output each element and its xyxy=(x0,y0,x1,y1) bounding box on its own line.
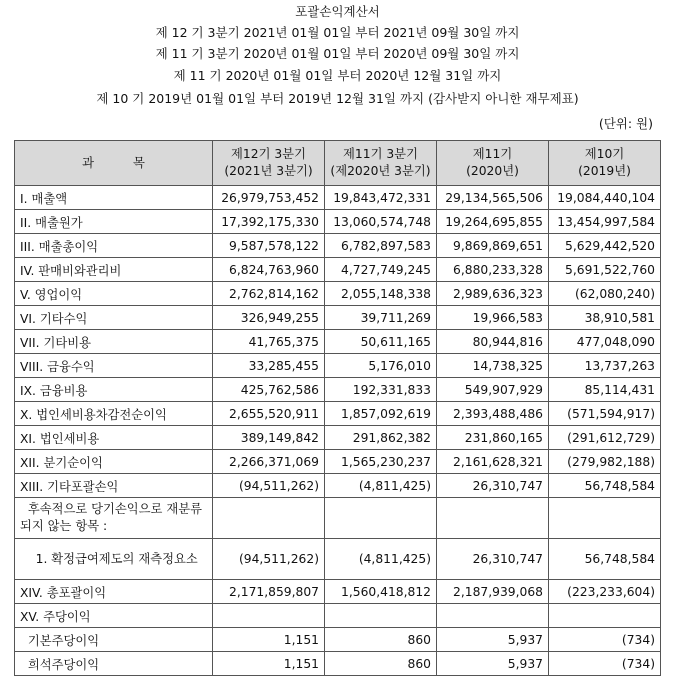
row-value: 26,310,747 xyxy=(437,539,549,580)
row-value: 192,331,833 xyxy=(325,378,437,402)
row-value: 425,762,586 xyxy=(213,378,325,402)
row-label: IV. 판매비와관리비 xyxy=(15,258,213,282)
row-value: 85,114,431 xyxy=(549,378,661,402)
row-value: 1,560,418,812 xyxy=(325,580,437,604)
row-label: IX. 금융비용 xyxy=(15,378,213,402)
row-label: XIII. 기타포괄손익 xyxy=(15,474,213,498)
row-value: (279,982,188) xyxy=(549,450,661,474)
column-header-account: 과 목 xyxy=(15,141,213,186)
row-value: (4,811,425) xyxy=(325,474,437,498)
row-label: 1. 확정급여제도의 재측정요소 xyxy=(15,539,213,580)
row-value: (94,511,262) xyxy=(213,474,325,498)
row-value: 6,782,897,583 xyxy=(325,234,437,258)
row-value: 5,176,010 xyxy=(325,354,437,378)
row-value xyxy=(213,498,325,539)
table-row xyxy=(15,258,661,282)
table-row xyxy=(15,426,661,450)
row-value: 2,989,636,323 xyxy=(437,282,549,306)
row-value: 2,393,488,486 xyxy=(437,402,549,426)
row-value: 4,727,749,245 xyxy=(325,258,437,282)
statement-title: 포괄손익계산서 xyxy=(295,4,380,19)
row-value: 6,824,763,960 xyxy=(213,258,325,282)
row-value: 14,738,325 xyxy=(437,354,549,378)
row-value: 41,765,375 xyxy=(213,330,325,354)
row-value: 860 xyxy=(325,652,437,676)
row-value: 13,454,997,584 xyxy=(549,210,661,234)
row-label: XIV. 총포괄이익 xyxy=(15,580,213,604)
period-line: 제 10 기 2019년 01월 01일 부터 2019년 12월 31일 까지 (감사받지 아니한 재무제표) xyxy=(96,91,579,106)
row-value: 17,392,175,330 xyxy=(213,210,325,234)
row-value: 19,084,440,104 xyxy=(549,186,661,210)
table-row xyxy=(15,474,661,498)
table-row xyxy=(15,234,661,258)
income-statement-table xyxy=(14,140,661,676)
row-value: 477,048,090 xyxy=(549,330,661,354)
row-value: 19,264,695,855 xyxy=(437,210,549,234)
row-value: 2,171,859,807 xyxy=(213,580,325,604)
row-value xyxy=(549,604,661,628)
row-value: 2,161,628,321 xyxy=(437,450,549,474)
row-value: (94,511,262) xyxy=(213,539,325,580)
row-value: 2,266,371,069 xyxy=(213,450,325,474)
row-label: X. 법인세비용차감전순이익 xyxy=(15,402,213,426)
period-line: 제 12 기 3분기 2021년 01월 01일 부터 2021년 09월 30일 까지 xyxy=(155,25,520,40)
row-value: 9,587,578,122 xyxy=(213,234,325,258)
row-value: 860 xyxy=(325,628,437,652)
table-row xyxy=(15,306,661,330)
row-value: 80,944,816 xyxy=(437,330,549,354)
column-header: 제10기 (2019년) xyxy=(549,141,661,186)
row-label: 후속적으로 당기손익으로 재분류되지 않는 항목 : xyxy=(15,498,213,539)
row-value: 5,937 xyxy=(437,652,549,676)
table-row xyxy=(15,652,661,676)
table-row xyxy=(15,539,661,580)
column-header: 제11기 3분기 (제2020년 3분기) xyxy=(325,141,437,186)
table-row xyxy=(15,210,661,234)
row-value xyxy=(213,604,325,628)
row-label: I. 매출액 xyxy=(15,186,213,210)
row-value: 5,629,442,520 xyxy=(549,234,661,258)
row-value: 50,611,165 xyxy=(325,330,437,354)
row-value xyxy=(549,498,661,539)
row-label: XI. 법인세비용 xyxy=(15,426,213,450)
row-value: 19,966,583 xyxy=(437,306,549,330)
row-value: 549,907,929 xyxy=(437,378,549,402)
table-header-row xyxy=(15,141,661,186)
row-value xyxy=(437,604,549,628)
row-label: III. 매출총이익 xyxy=(15,234,213,258)
row-value: 13,737,263 xyxy=(549,354,661,378)
table-row xyxy=(15,378,661,402)
row-value: (571,594,917) xyxy=(549,402,661,426)
table-row xyxy=(15,402,661,426)
row-value xyxy=(325,498,437,539)
row-value: 26,979,753,452 xyxy=(213,186,325,210)
column-header: 제11기 (2020년) xyxy=(437,141,549,186)
period-line: 제 11 기 3분기 2020년 01월 01일 부터 2020년 09월 30일 까지 xyxy=(155,46,520,61)
row-value: 231,860,165 xyxy=(437,426,549,450)
table-row xyxy=(15,580,661,604)
row-label: VI. 기타수익 xyxy=(15,306,213,330)
table-row xyxy=(15,282,661,306)
row-value: 291,862,382 xyxy=(325,426,437,450)
table-row xyxy=(15,604,661,628)
row-value: 1,151 xyxy=(213,628,325,652)
row-value: 1,565,230,237 xyxy=(325,450,437,474)
row-label: VII. 기타비용 xyxy=(15,330,213,354)
row-value: (4,811,425) xyxy=(325,539,437,580)
row-value: 1,857,092,619 xyxy=(325,402,437,426)
row-value: 5,937 xyxy=(437,628,549,652)
row-value: 2,055,148,338 xyxy=(325,282,437,306)
table-row xyxy=(15,330,661,354)
table-row xyxy=(15,354,661,378)
row-value: (223,233,604) xyxy=(549,580,661,604)
row-value: 29,134,565,506 xyxy=(437,186,549,210)
row-value: 389,149,842 xyxy=(213,426,325,450)
row-value: 56,748,584 xyxy=(549,474,661,498)
row-value: 5,691,522,760 xyxy=(549,258,661,282)
row-value: 326,949,255 xyxy=(213,306,325,330)
column-header: 제12기 3분기 (2021년 3분기) xyxy=(213,141,325,186)
row-value: 2,655,520,911 xyxy=(213,402,325,426)
table-row xyxy=(15,186,661,210)
row-value: 9,869,869,651 xyxy=(437,234,549,258)
row-label: 기본주당이익 xyxy=(15,628,213,652)
row-value: 38,910,581 xyxy=(549,306,661,330)
row-label: 희석주당이익 xyxy=(15,652,213,676)
table-row xyxy=(15,628,661,652)
row-value xyxy=(437,498,549,539)
row-value: 1,151 xyxy=(213,652,325,676)
table-row xyxy=(15,498,661,539)
row-value: 33,285,455 xyxy=(213,354,325,378)
row-label: VIII. 금융수익 xyxy=(15,354,213,378)
row-label: V. 영업이익 xyxy=(15,282,213,306)
row-value: 19,843,472,331 xyxy=(325,186,437,210)
unit-label: (단위: 원) xyxy=(598,116,653,131)
row-label: XV. 주당이익 xyxy=(15,604,213,628)
row-value xyxy=(325,604,437,628)
period-line: 제 11 기 2020년 01월 01일 부터 2020년 12월 31일 까지 xyxy=(173,68,502,83)
table-row xyxy=(15,450,661,474)
row-value: (62,080,240) xyxy=(549,282,661,306)
row-value: 13,060,574,748 xyxy=(325,210,437,234)
row-label: XII. 분기순이익 xyxy=(15,450,213,474)
row-label: II. 매출원가 xyxy=(15,210,213,234)
row-value: 39,711,269 xyxy=(325,306,437,330)
row-value: 26,310,747 xyxy=(437,474,549,498)
row-value: (734) xyxy=(549,652,661,676)
row-value: 2,762,814,162 xyxy=(213,282,325,306)
row-value: 56,748,584 xyxy=(549,539,661,580)
row-value: (734) xyxy=(549,628,661,652)
row-value: 6,880,233,328 xyxy=(437,258,549,282)
row-value: (291,612,729) xyxy=(549,426,661,450)
row-value: 2,187,939,068 xyxy=(437,580,549,604)
